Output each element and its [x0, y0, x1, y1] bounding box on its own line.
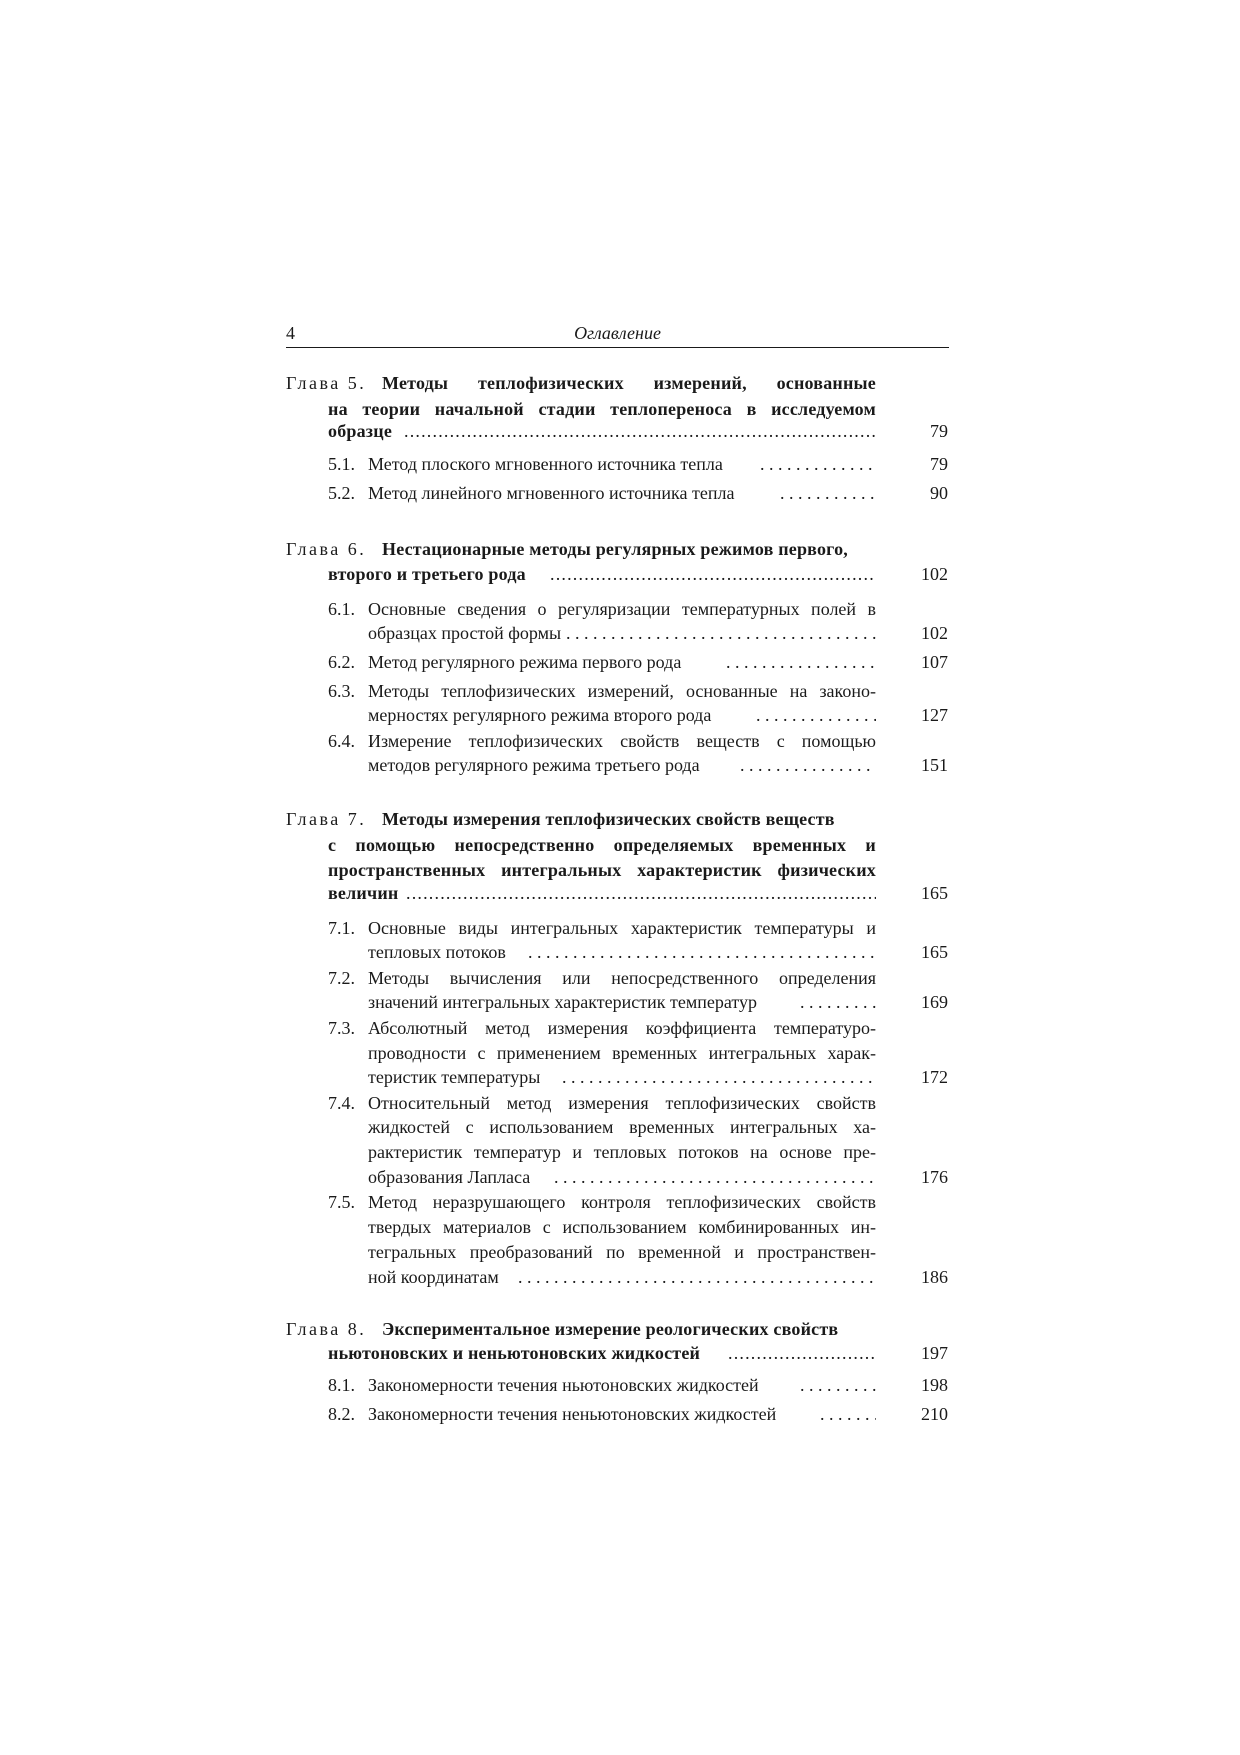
section-title: Метод регулярного режима первого рода: [368, 652, 682, 672]
section-number: 5.2.: [328, 483, 355, 503]
section-number: 7.2.: [328, 968, 355, 988]
dot-leader: [800, 1374, 876, 1396]
page-ref: 90: [930, 483, 948, 503]
chapter-title: Методы измерения теплофизических свойств веществ: [382, 809, 835, 829]
page-ref: 102: [921, 623, 948, 643]
page-ref: 165: [921, 942, 948, 962]
section-title: Метод плоского мгновенного источника тепла: [368, 454, 723, 474]
chapter-title-line: ньютоновских и неньютоновских жидкостей: [328, 1343, 701, 1363]
chapter-title-line: образце: [328, 421, 393, 441]
section-5-2: [328, 482, 355, 504]
section-number: 6.3.: [328, 681, 355, 701]
section-title: Измерение теплофизических свойств веществ с помощью: [368, 731, 876, 751]
dot-leader: [518, 1266, 876, 1288]
dot-leader: [562, 1066, 876, 1088]
chapter-label: Глава 5.: [286, 373, 367, 393]
chapter-7-heading: [286, 808, 876, 830]
page-ref: 197: [921, 1343, 948, 1363]
section-title-line: образования Лапласа: [368, 1167, 531, 1187]
dot-leader: [406, 882, 876, 904]
chapter-title-line: с помощью непосредственно определяемых временных и: [328, 835, 876, 855]
page-ref: 186: [921, 1267, 948, 1287]
section-title-line: мерностях регулярного режима второго рода: [368, 705, 712, 725]
header-rule: [286, 347, 949, 348]
dot-leader: [404, 420, 876, 442]
page-ref: 79: [930, 454, 948, 474]
dot-leader: [550, 563, 876, 585]
page-ref: 151: [921, 755, 948, 775]
section-5-1: [328, 453, 355, 475]
dot-leader: [756, 704, 876, 726]
section-number: 8.1.: [328, 1375, 355, 1395]
chapter-title-line: на теории начальной стадии теплопереноса в исследуемом: [328, 399, 876, 419]
chapter-title: Методы теплофизических измерений, основанные: [382, 373, 876, 393]
section-title-line: ной координатам: [368, 1267, 499, 1287]
chapter-title-line: второго и третьего рода: [328, 564, 526, 584]
page-ref: 169: [921, 992, 948, 1012]
section-title-line: методов регулярного режима третьего рода: [368, 755, 700, 775]
section-title: Методы теплофизических измерений, основанные на законо-: [368, 681, 876, 701]
page-ref: 198: [921, 1375, 948, 1395]
section-title: Метод линейного мгновенного источника тепла: [368, 483, 735, 503]
dot-leader: [528, 941, 876, 963]
section-number: 6.1.: [328, 599, 355, 619]
chapter-8-heading: [286, 1318, 876, 1340]
dot-leader: [780, 482, 876, 504]
chapter-label: Глава 8.: [286, 1319, 367, 1339]
section-number: 7.3.: [328, 1018, 355, 1038]
section-number: 5.1.: [328, 454, 355, 474]
section-title: Относительный метод измерения теплофизических свойств: [368, 1093, 876, 1113]
section-number: 7.4.: [328, 1093, 355, 1113]
dot-leader: [554, 1166, 876, 1188]
section-number: 7.1.: [328, 918, 355, 938]
section-title-line: тепловых потоков: [368, 942, 506, 962]
dot-leader: [760, 453, 876, 475]
chapter-title-line: величин: [328, 883, 399, 903]
section-title: Закономерности течения неньютоновских жидкостей: [368, 1404, 777, 1424]
page-number: 4: [286, 323, 295, 343]
section-title: Основные виды интегральных характеристик температуры и: [368, 918, 876, 938]
section-title-line: теристик температуры: [368, 1067, 541, 1087]
page-ref: 127: [921, 705, 948, 725]
section-title: Закономерности течения ньютоновских жидкостей: [368, 1375, 759, 1395]
section-title-line: образцах простой формы: [368, 623, 562, 643]
section-title-line: твердых материалов с использованием комбинированных ин-: [368, 1217, 876, 1237]
section-number: 7.5.: [328, 1192, 355, 1212]
section-title: Основные сведения о регуляризации температурных полей в: [368, 599, 876, 619]
section-title-line: проводности с применением временных интегральных харак-: [368, 1043, 876, 1063]
section-number: 6.4.: [328, 731, 355, 751]
chapter-label: Глава 7.: [286, 809, 367, 829]
page-ref: 172: [921, 1067, 948, 1087]
section-title: Методы вычисления или непосредственного определения: [368, 968, 876, 988]
section-title: Абсолютный метод измерения коэффициента температуро-: [368, 1018, 876, 1038]
page-ref: 165: [921, 883, 948, 903]
chapter-5-heading: [286, 372, 876, 394]
section-number: 8.2.: [328, 1404, 355, 1424]
page-ref: 107: [921, 652, 948, 672]
dot-leader: [726, 651, 876, 673]
dot-leader: [820, 1403, 876, 1425]
dot-leader: [728, 1342, 876, 1364]
chapter-label: Глава 6.: [286, 539, 367, 559]
dot-leader: [740, 754, 876, 776]
section-title-line: жидкостей с использованием временных интегральных ха-: [368, 1117, 876, 1137]
section-title-line: тегральных преобразований по временной и пространствен-: [368, 1242, 876, 1262]
page-ref: 79: [930, 421, 948, 441]
chapter-title: Нестационарные методы регулярных режимов первого,: [382, 539, 849, 559]
chapter-6-heading: [286, 538, 876, 560]
page-ref: 102: [921, 564, 948, 584]
chapter-title-line: пространственных интегральных характеристик физических: [328, 860, 876, 880]
section-title-line: рактеристик температур и тепловых потоков на основе пре-: [368, 1142, 876, 1162]
dot-leader: [566, 622, 876, 644]
dot-leader: [800, 991, 876, 1013]
section-title-line: значений интегральных характеристик температур: [368, 992, 758, 1012]
page-ref: 210: [921, 1404, 948, 1424]
section-title: Метод неразрушающего контроля теплофизических свойств: [368, 1192, 876, 1212]
page-ref: 176: [921, 1167, 948, 1187]
chapter-title: Экспериментальное измерение реологических свойств: [382, 1319, 839, 1339]
running-title: Оглавление: [574, 323, 661, 343]
section-number: 6.2.: [328, 652, 355, 672]
